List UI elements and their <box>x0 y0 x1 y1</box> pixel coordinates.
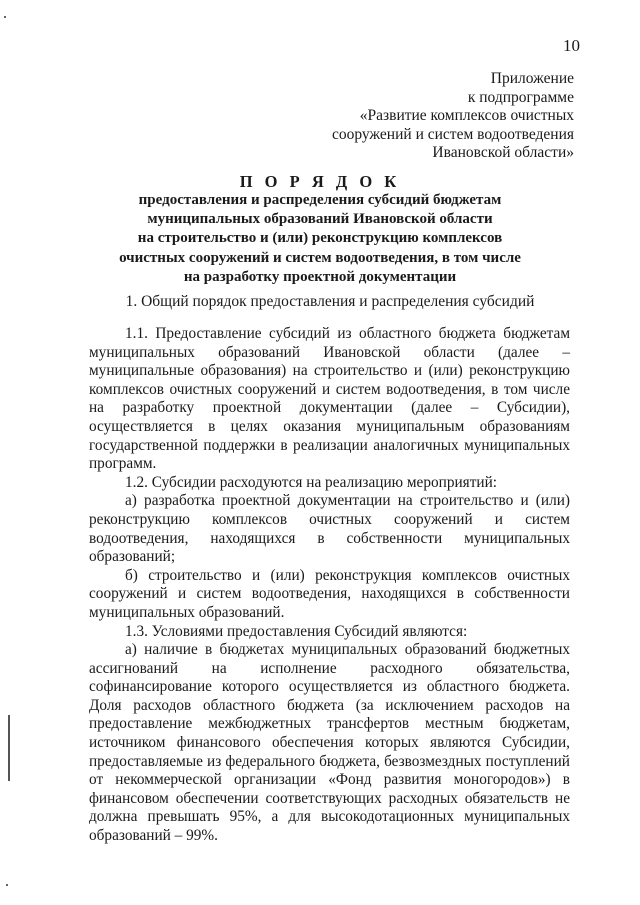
body-text <box>89 325 570 846</box>
document-subtitle <box>0 191 640 287</box>
subtitle-line: на разработку проектной документации <box>183 268 457 285</box>
paragraph: 1.2. Субсидии расходуются на реализацию мероприятий: <box>125 473 498 491</box>
paragraph: 1.1. Предоставление субсидий из областного бюджета бюджетам муниципальных образований Ивановской области (далее – муниципальные образования) на строительство и (или) реконструкцию комплексов очистных сооружений и систем водоотведения, в том числе на разработку проектной документации (далее – Субсидии), осуществляется в целях оказания муниципальным образованиям государственной поддержки в реализации аналогичных муниципальных программ. <box>89 325 570 473</box>
appendix-line: сооружений и систем водоотведения <box>331 125 574 143</box>
appendix-header <box>332 70 574 163</box>
paragraph: а) наличие в бюджетах муниципальных образований бюджетных ассигнований на исполнение расходного обязательства, софинансирование которого осуществляется из областного бюджета. Доля расходов областного бюджета (за исключением расходов на предоставление межбюджетных трансфертов местным бюджетам, источником финансового обеспечения которых являются Субсидии, предоставляемые из федерального бюджета, безвозмездных поступлений от некоммерческой организации «Фонд развития моногородов») в финансовом обеспечении соответствующих расходных обязательств не должна превышать 95%, а для высокодотационных муниципальных образований – 99%. <box>89 641 570 845</box>
appendix-line: «Развитие комплексов очистных <box>359 107 574 124</box>
scan-speck <box>6 884 8 886</box>
subtitle-line: муниципальных образований Ивановской области <box>147 211 493 228</box>
paragraph: 1.3. Условиями предоставления Субсидий являются: <box>125 622 468 640</box>
subtitle-line: предоставления и распределения субсидий бюджетам <box>138 192 502 208</box>
document-title: П О Р Я Д О К <box>239 172 401 191</box>
scan-speck <box>4 16 6 18</box>
section-heading: 1. Общий порядок предоставления и распределения субсидий <box>125 293 535 310</box>
appendix-line: Ивановской области» <box>432 144 574 161</box>
appendix-line: к подпрограмме <box>467 88 574 106</box>
paragraph: а) разработка проектной документации на строительство и (или) реконструкцию комплексов очистных сооружений и систем водоотведения, находящихся в собственности муниципальных образований; <box>89 492 570 566</box>
paragraph: б) строительство и (или) реконструкция комплексов очистных сооружений и систем водоотведения, находящихся в собственности муниципальных образований. <box>89 566 570 621</box>
subtitle-line: очистных сооружений и систем водоотведения, в том числе <box>119 249 521 266</box>
scan-margin-line <box>8 715 10 781</box>
page-number: 10 <box>563 36 580 55</box>
subtitle-line: на строительство и (или) реконструкцию комплексов <box>137 230 503 247</box>
appendix-line: Приложение <box>490 70 574 87</box>
